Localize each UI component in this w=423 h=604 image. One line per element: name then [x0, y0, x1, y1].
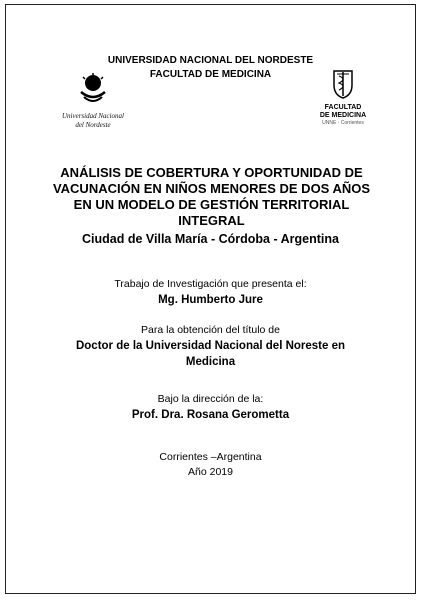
place-city: Corrientes –Argentina — [159, 451, 262, 463]
place-section — [6, 450, 415, 480]
thesis-location: Ciudad de Villa María - Córdoba - Argentina — [82, 232, 339, 246]
author-name: Mg. Humberto Jure — [158, 294, 263, 306]
author-intro: Trabajo de Investigación que presenta el: — [114, 278, 307, 290]
university-logo-script-line1: Universidad Nacional — [61, 112, 125, 120]
degree-line2: Medicina — [185, 356, 236, 368]
director-intro: Bajo la dirección de la: — [157, 393, 264, 405]
thesis-title: ANÁLISIS DE COBERTURA Y OPORTUNIDAD DE VACUNACIÓN EN NIÑOS MENORES DE DOS AÑOS EN UN MODELO DE GESTIÓN TERRITORIAL INTEGRAL — [52, 165, 371, 228]
faculty-logo-label-line1: FACULTAD — [324, 104, 362, 111]
place-year: Año 2019 — [188, 466, 233, 478]
director-section — [6, 392, 415, 423]
faculty-logo-sublabel: UNNE · Corrientes — [322, 120, 364, 126]
degree-line1: Doctor de la Universidad Nacional del Noreste en — [75, 340, 346, 352]
university-logo-script-line2: del Nordeste — [75, 121, 111, 129]
faculty-name: FACULTAD DE MEDICINA — [149, 69, 272, 80]
university-name: UNIVERSIDAD NACIONAL DEL NORDESTE — [107, 55, 314, 66]
degree-section — [6, 323, 415, 370]
author-section — [6, 277, 415, 308]
document-page — [5, 4, 416, 594]
faculty-logo — [312, 69, 374, 126]
degree-intro: Para la obtención del título de — [141, 324, 280, 336]
faculty-logo-label-line2: DE MEDICINA — [319, 112, 367, 119]
caduceus-shield-icon — [332, 69, 354, 99]
director-name: Prof. Dra. Rosana Gerometta — [131, 409, 290, 421]
sun-emblem-icon — [80, 73, 106, 107]
university-logo — [58, 73, 128, 130]
